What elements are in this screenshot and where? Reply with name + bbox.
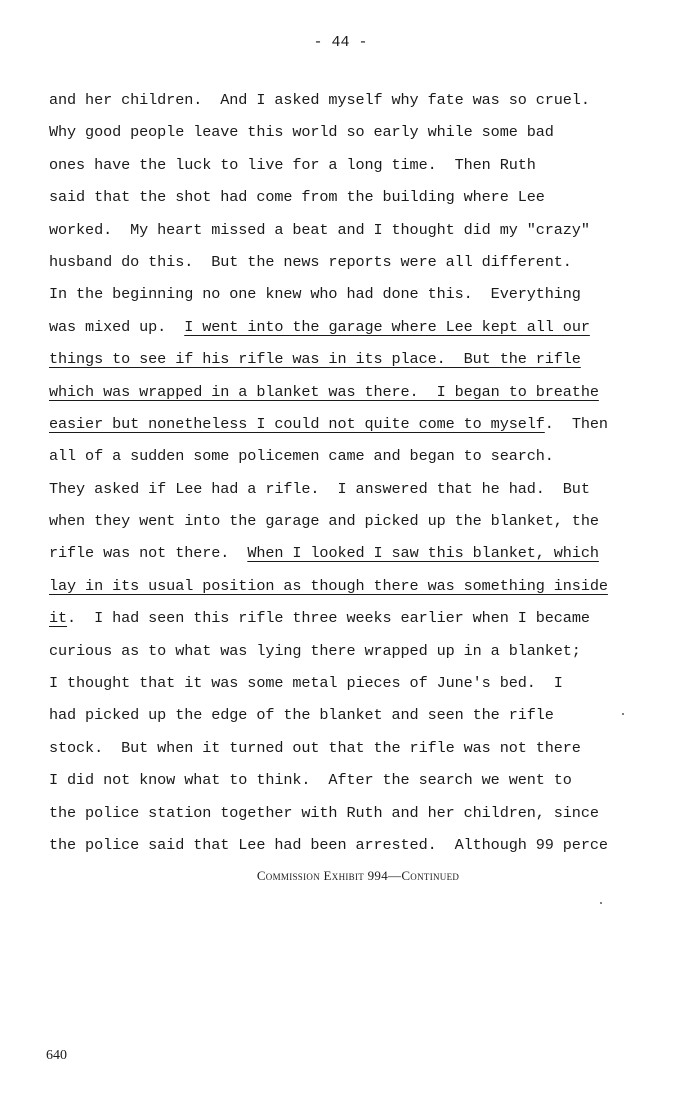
text-line [49,699,679,731]
text-segment: had picked up the edge of the blanket and seen the rifle [49,706,554,725]
text-segment: Why good people leave this world so early while some bad [49,123,554,142]
body-text [49,84,679,861]
text-line [49,116,679,148]
scan-speck [622,713,624,715]
text-line [49,440,679,472]
text-segment: . Then [544,414,608,433]
text-line [49,278,679,310]
text-line [49,732,679,764]
text-line [49,764,679,796]
folio-number: 640 [46,1048,67,1063]
text-segment: when they went into the garage and picked up the blanket, the [49,512,599,531]
text-segment: husband do this. But the news reports were all different. [49,252,572,271]
text-line [49,376,679,408]
text-line [49,570,679,602]
text-line [49,214,679,246]
text-segment: ones have the luck to live for a long time. Then Ruth [49,155,536,174]
underlined-text: it [49,609,68,628]
text-line [49,667,679,699]
text-segment: worked. My heart missed a beat and I thought did my "crazy" [49,220,590,239]
text-line [49,311,679,343]
text-segment: rifle was not there. [49,544,248,563]
text-line [49,635,679,667]
underlined-text: things to see if his rifle was in its place. But the rifle [49,350,581,369]
text-segment: all of a sudden some policemen came and began to search. [49,447,554,466]
scan-speck [600,902,602,904]
text-line [49,602,679,634]
underlined-text: I went into the garage where Lee kept all our [184,317,590,336]
text-line [49,181,679,213]
text-segment: I thought that it was some metal pieces of June's bed. I [49,674,563,693]
exhibit-caption: Commission Exhibit 994—Continued [256,868,460,883]
text-line [49,149,679,181]
underlined-text: which was wrapped in a blanket was there. I began to breathe [49,382,599,401]
text-segment: said that the shot had come from the building where Lee [49,188,545,207]
text-segment: the police said that Lee had been arrested. Although 99 perce [49,835,608,854]
text-segment: the police station together with Ruth and her children, since [49,803,599,822]
underlined-text: When I looked I saw this blanket, which [247,544,599,563]
text-segment: was mixed up. [49,317,185,336]
text-segment: They asked if Lee had a rifle. I answered that he had. But [49,479,590,498]
text-segment: . I had seen this rifle three weeks earlier when I became [67,609,590,628]
text-segment: stock. But when it turned out that the rifle was not there [49,738,581,757]
text-line [49,343,679,375]
text-line [49,84,679,116]
text-line [49,408,679,440]
text-segment: curious as to what was lying there wrapped up in a blanket; [49,641,581,660]
text-line [49,829,679,861]
underlined-text: lay in its usual position as though there was something inside [49,576,608,595]
text-line [49,537,679,569]
text-line [49,797,679,829]
text-line [49,246,679,278]
text-segment: and her children. And I asked myself why fate was so cruel. [49,91,590,109]
text-line [49,505,679,537]
text-segment: In the beginning no one knew who had done this. Everything [49,285,581,304]
page-number: - 44 - [313,34,368,51]
text-line [49,473,679,505]
text-segment: I did not know what to think. After the search we went to [49,771,572,790]
underlined-text: easier but nonetheless I could not quite come to myself [49,414,545,433]
